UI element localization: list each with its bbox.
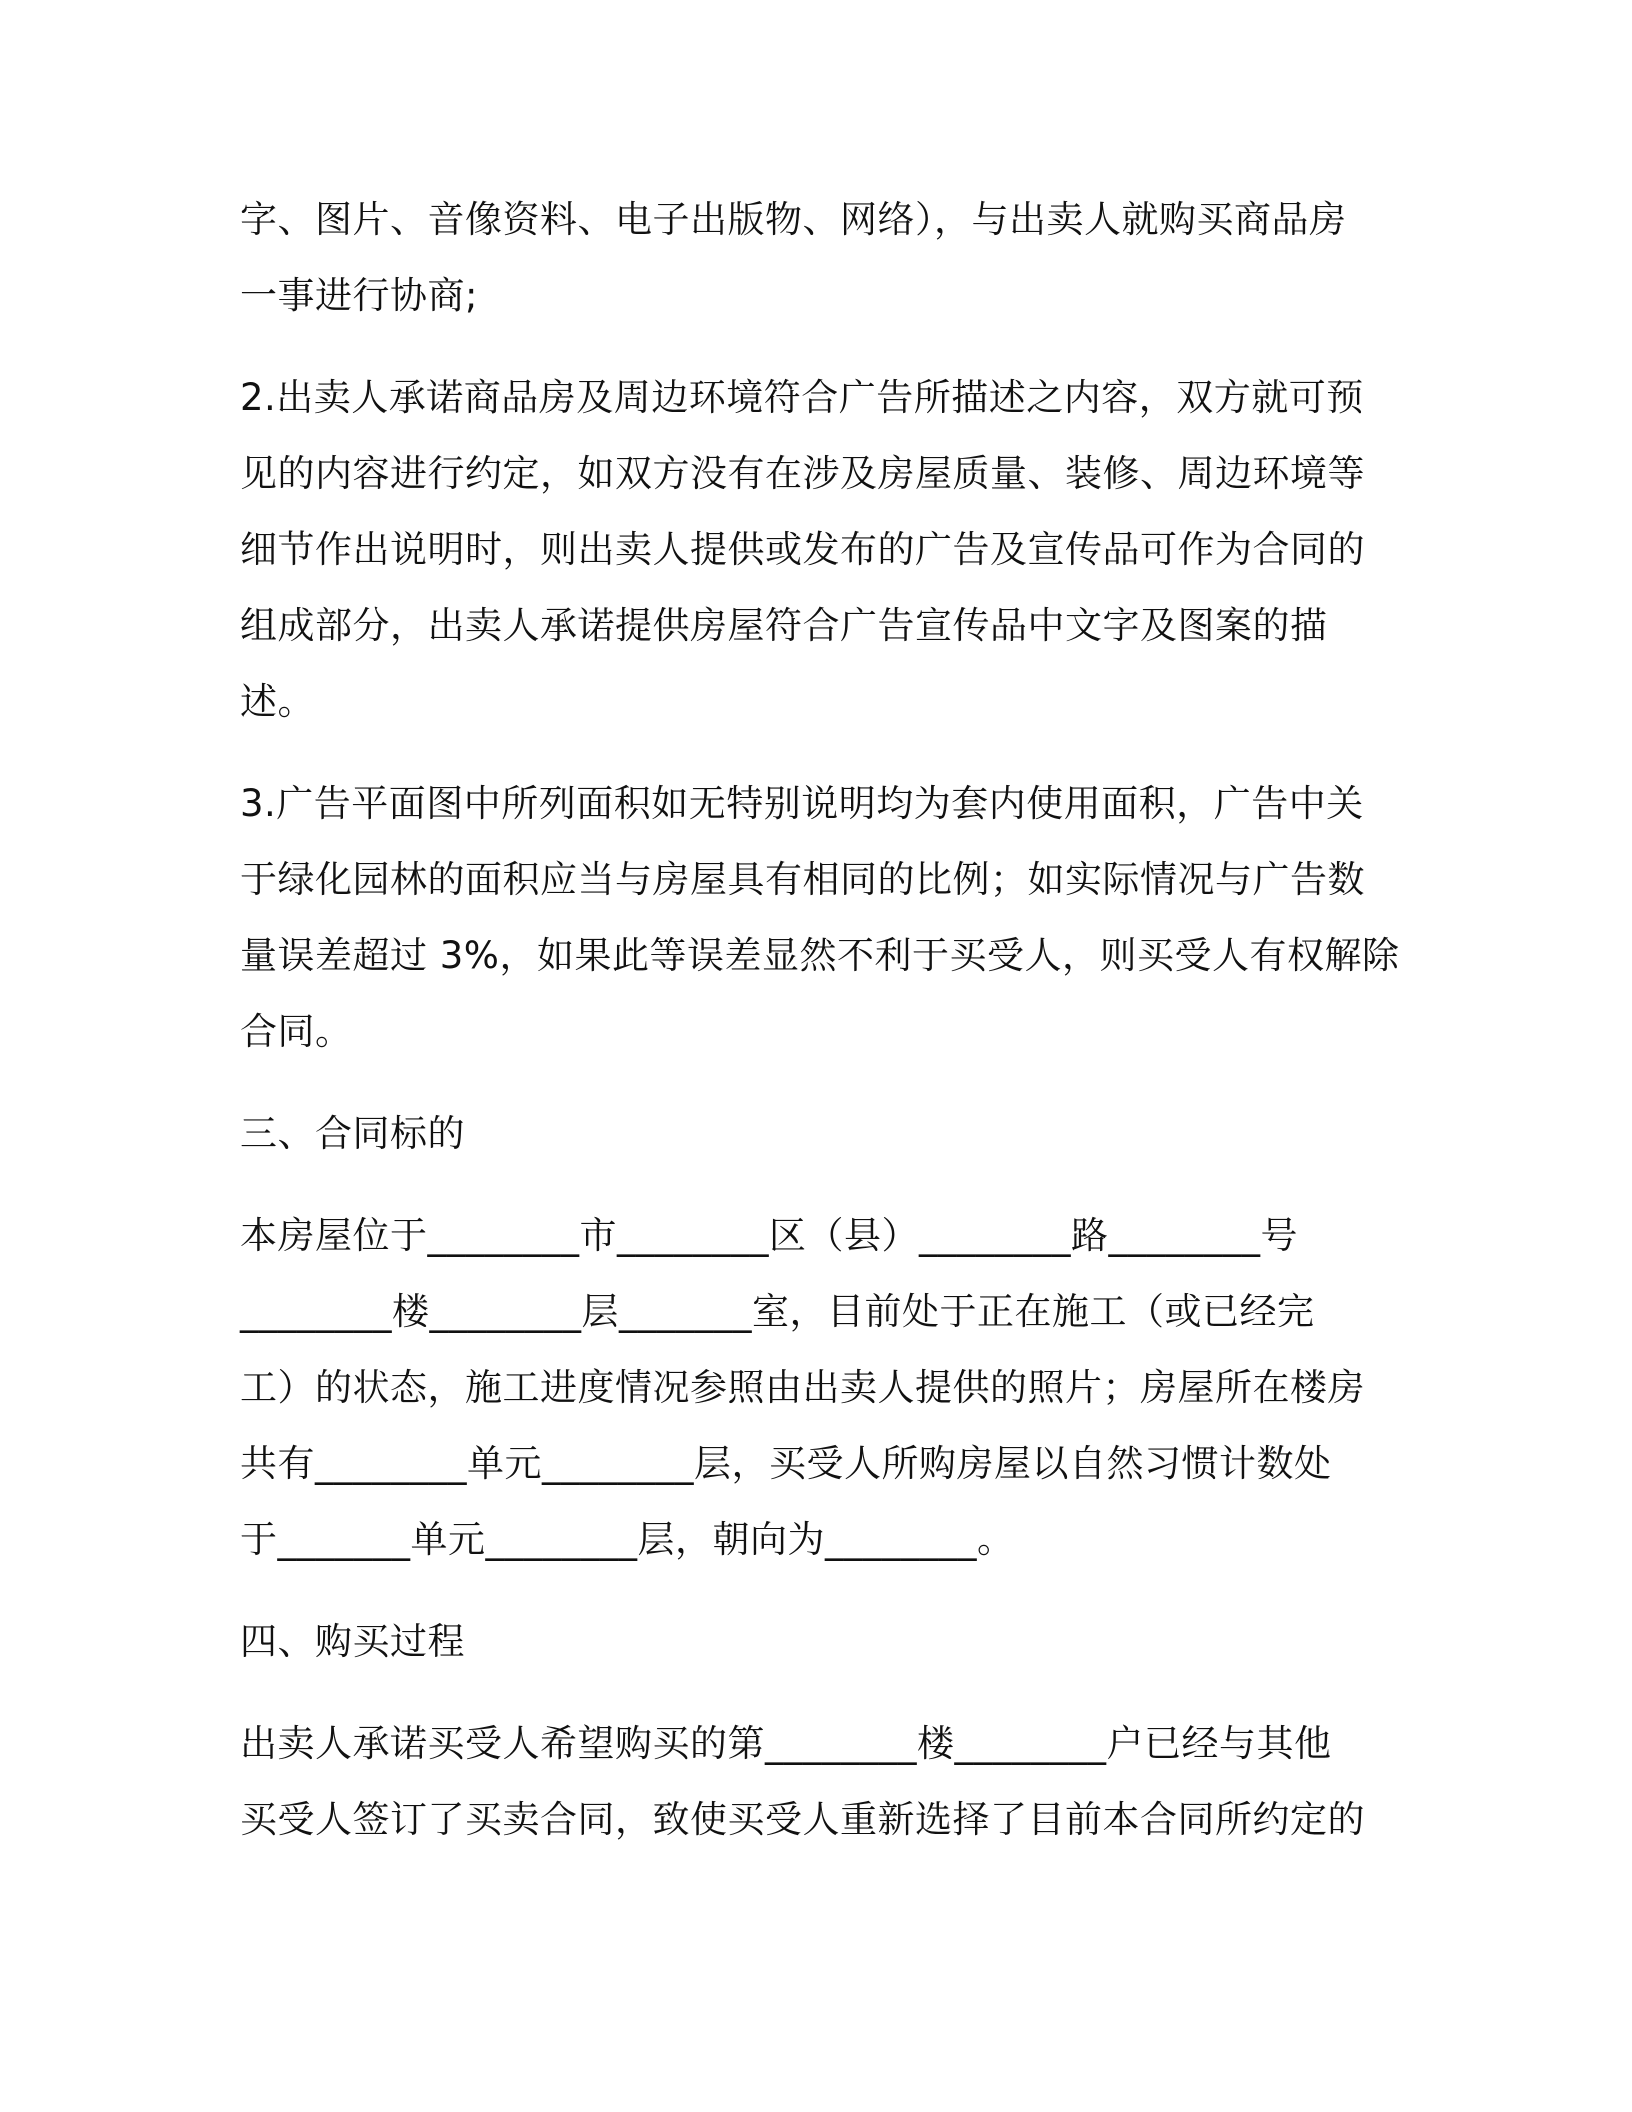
paragraph-3-line-2: 于绿化园林的面积应当与房屋具有相同的比例；如实际情况与广告数 <box>240 858 1365 901</box>
paragraph-2-line-5: 述。 <box>240 680 315 723</box>
paragraph-3-line-4: 合同。 <box>240 1010 353 1053</box>
paragraph-1-line-1: 字、图片、音像资料、电子出版物、网络），与出卖人就购买商品房 <box>240 198 1347 241</box>
paragraph-4-line-3: 工）的状态，施工进度情况参照由出卖人提供的照片；房屋所在楼房 <box>240 1366 1365 1409</box>
paragraph-4-line-5: 于_______单元________层，朝向为________。 <box>240 1518 1015 1561</box>
paragraph-3-line-3: 量误差超过 3%，如果此等误差显然不利于买受人，则买受人有权解除 <box>240 934 1400 977</box>
paragraph-5-line-2: 买受人签订了买卖合同，致使买受人重新选择了目前本合同所约定的 <box>240 1798 1365 1841</box>
paragraph-4-line-1: 本房屋位于________市________区（县）________路________号 <box>240 1214 1298 1257</box>
section-heading-4: 四、购买过程 <box>240 1620 465 1663</box>
section-heading-3: 三、合同标的 <box>240 1112 465 1155</box>
paragraph-1-line-2: 一事进行协商; <box>240 274 478 317</box>
paragraph-4-line-4: 共有________单元________层，买受人所购房屋以自然习惯计数处 <box>240 1442 1332 1485</box>
paragraph-4-line-2: ________楼________层_______室，目前处于正在施工（或已经完 <box>240 1290 1315 1333</box>
paragraph-2-line-3: 细节作出说明时，则出卖人提供或发布的广告及宣传品可作为合同的 <box>240 528 1365 571</box>
paragraph-2-line-2: 见的内容进行约定，如双方没有在涉及房屋质量、装修、周边环境等 <box>240 452 1365 495</box>
paragraph-5-line-1: 出卖人承诺买受人希望购买的第________楼________户已经与其他 <box>240 1722 1332 1765</box>
paragraph-2-line-1: 2.出卖人承诺商品房及周边环境符合广告所描述之内容，双方就可预 <box>240 376 1364 419</box>
paragraph-2-line-4: 组成部分，出卖人承诺提供房屋符合广告宣传品中文字及图案的描 <box>240 604 1328 647</box>
paragraph-3-line-1: 3.广告平面图中所列面积如无特别说明均为套内使用面积，广告中关 <box>240 782 1364 825</box>
